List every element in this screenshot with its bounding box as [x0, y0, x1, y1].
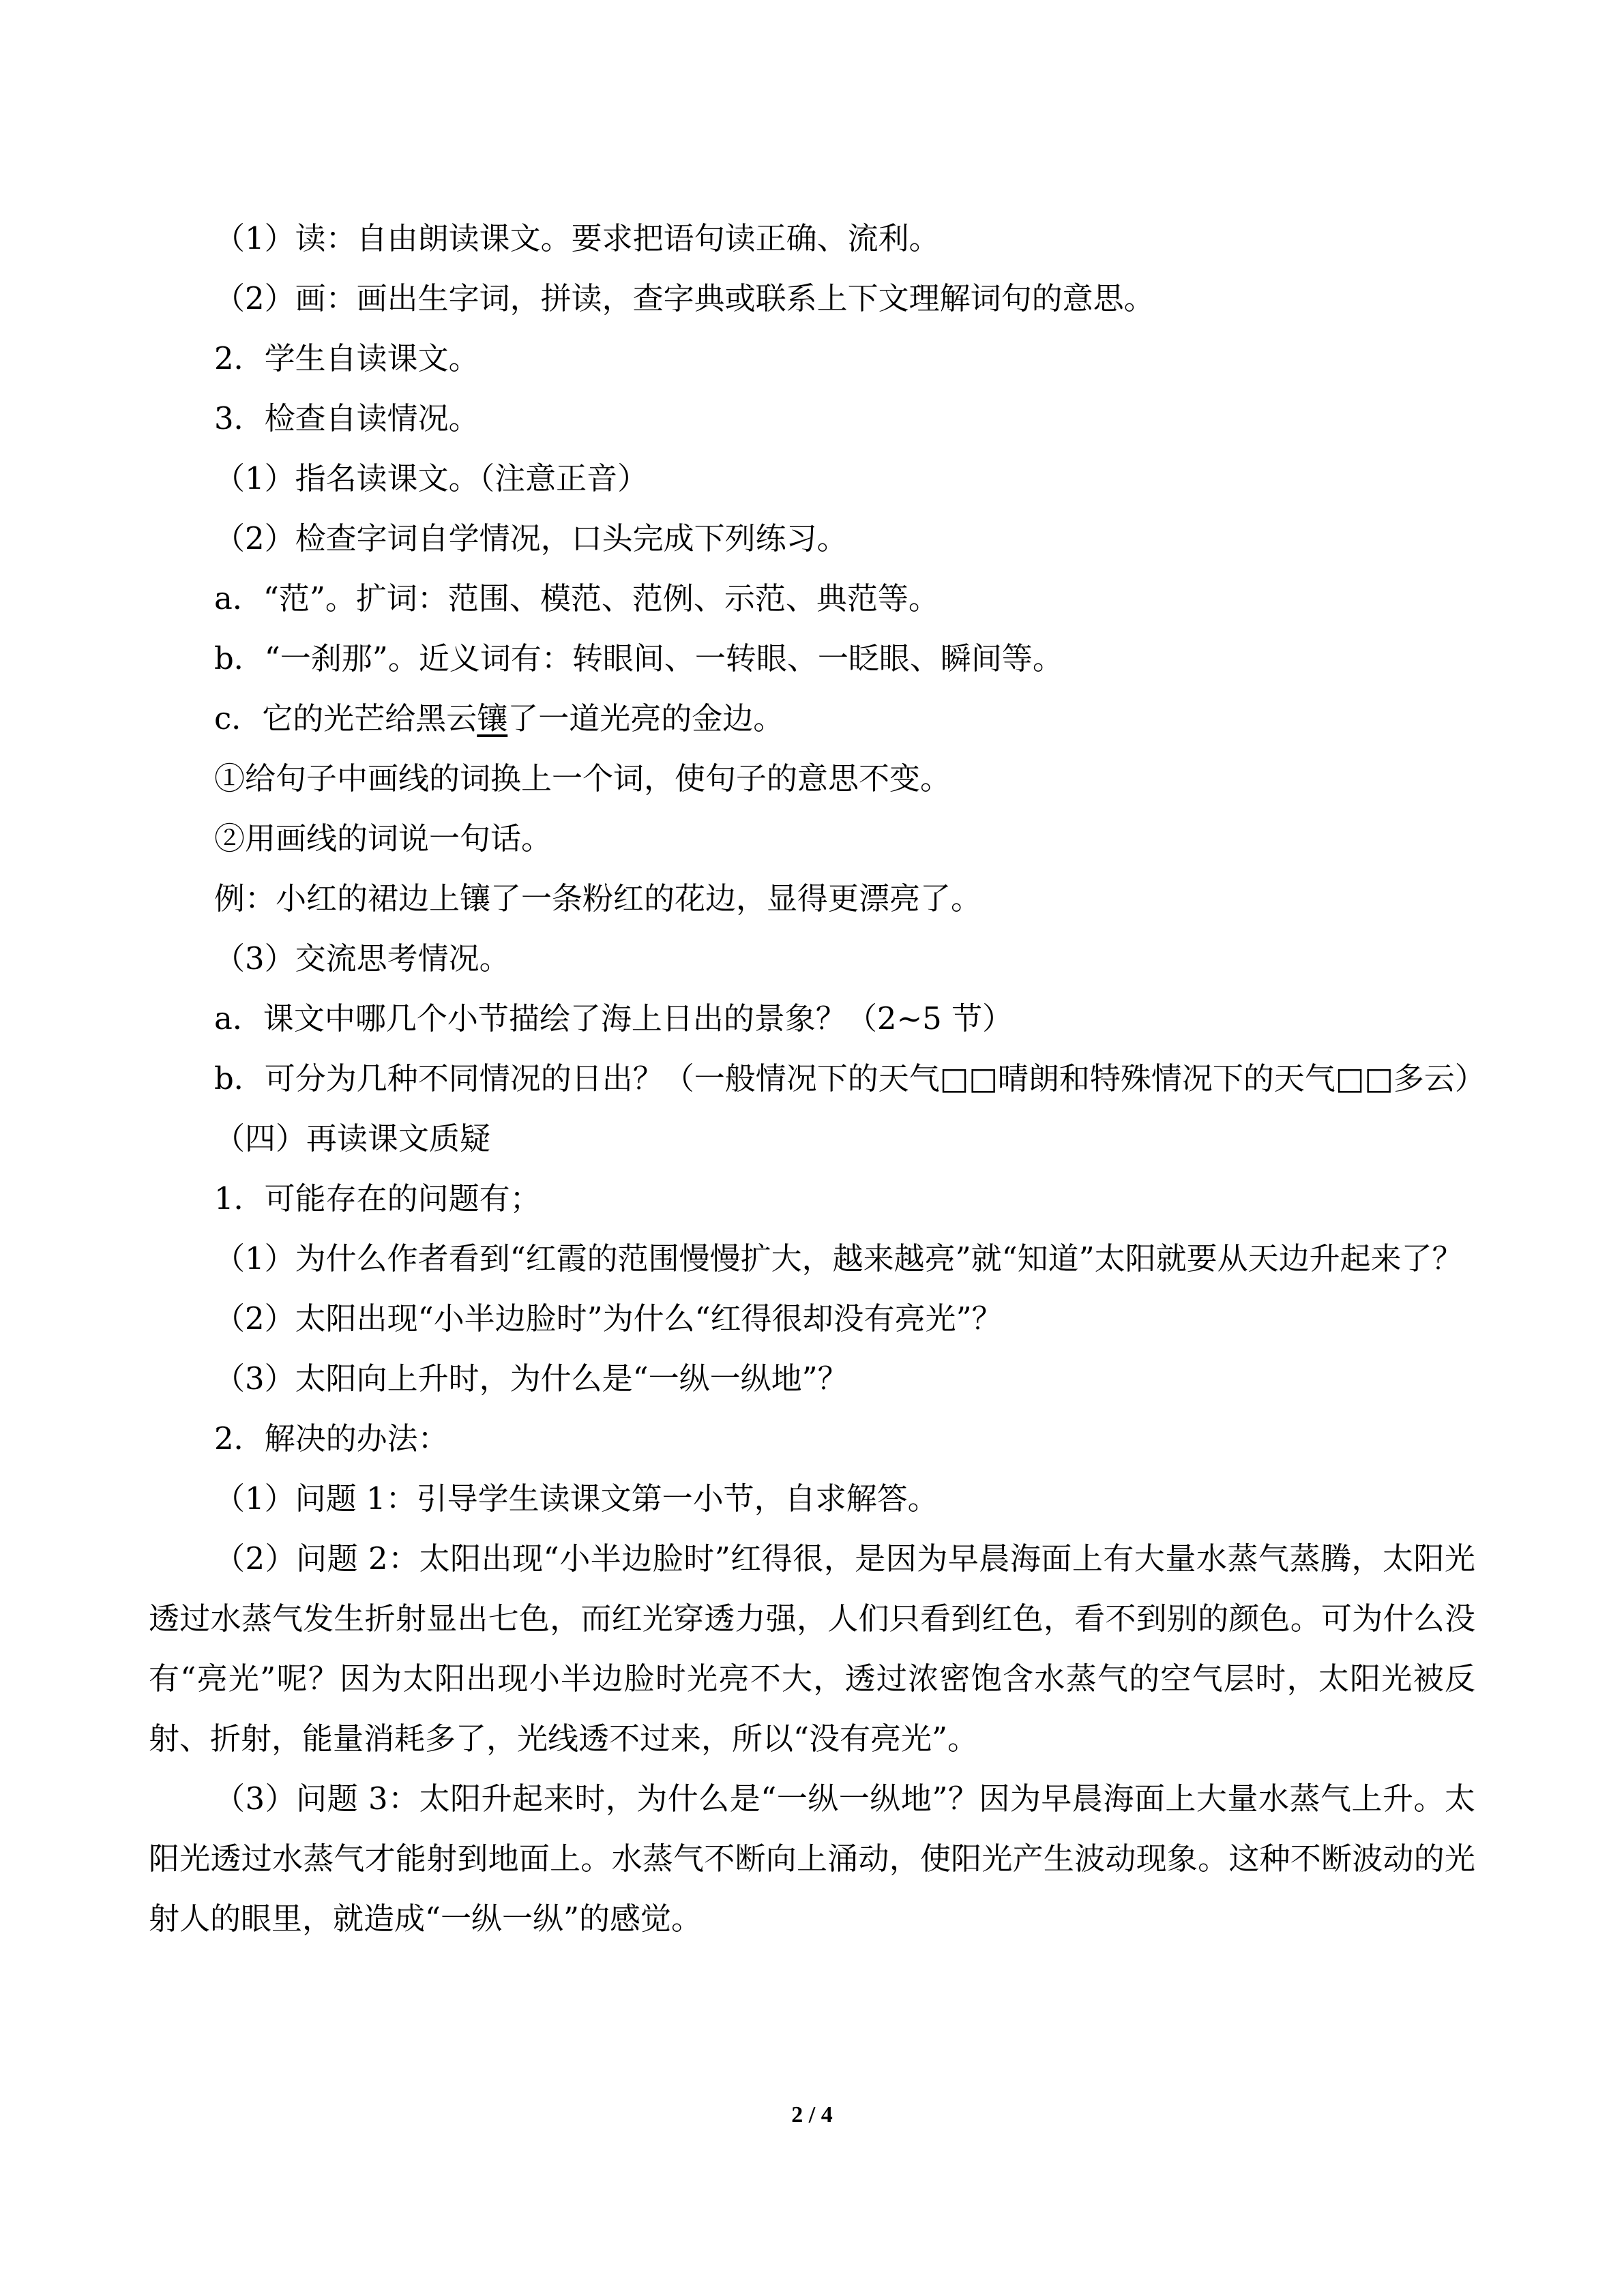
exercise-c — [149, 689, 1475, 749]
step-mark: （2）画：画出生字词，拼读，查字典或联系上下文理解词句的意思。 — [214, 280, 1155, 316]
exercise-c-before: c．它的光芒给黑云 — [214, 700, 477, 736]
check-named-reading: （1）指名读课文。（注意正音） — [214, 460, 649, 496]
lesson-body — [149, 209, 1486, 1949]
step-read: （1）读：自由朗读课文。要求把语句读正确、流利。 — [214, 220, 940, 256]
discussion-heading: （3）交流思考情况。 — [214, 940, 510, 976]
exercise-a: a．“范”。扩词：范围、模范、范例、示范、典范等。 — [214, 580, 939, 616]
underlined-word: 镶 — [477, 700, 508, 736]
section-reread-heading: （四）再读课文质疑 — [214, 1120, 491, 1157]
exercise-c-task-2: ②用画线的词说一句话。 — [214, 820, 552, 856]
question-1: （1）为什么作者看到“红霞的范围慢慢扩大，越来越亮”就“知道”太阳就要从天边升起来了？ — [214, 1240, 1463, 1277]
step-self-reading: 2．学生自读课文。 — [214, 340, 479, 376]
exercise-c-task-1: ①给句子中画线的词换上一个词，使句子的意思不变。 — [214, 760, 951, 796]
solution-1: （1）问题 1：引导学生读课文第一小节，自求解答。 — [214, 1480, 939, 1517]
solution-3: （3）问题 3：太阳升起来时，为什么是“一纵一纵地”？因为早晨海面上大量水蒸气上升。太阳光透过水蒸气才能射到地面上。水蒸气不断向上涌动，使阳光产生波动现象。这种不断波动的光射人的眼里，就造成“一纵一纵”的感觉。 — [149, 1780, 1475, 1937]
question-3: （3）太阳向上升时，为什么是“一纵一纵地”？ — [214, 1360, 848, 1397]
discussion-a: a．课文中哪几个小节描绘了海上日出的景象？（2~5 节） — [214, 1000, 1014, 1037]
step-check-reading: 3．检查自读情况。 — [214, 400, 479, 436]
exercise-b: b．“一刹那”。近义词有：转眼间、一转眼、一眨眼、瞬间等。 — [214, 640, 1063, 676]
check-vocabulary: （2）检查字词自学情况，口头完成下列练习。 — [214, 520, 848, 556]
example-sentence: 例：小红的裙边上镶了一条粉红的花边，显得更漂亮了。 — [214, 880, 982, 916]
discussion-b: b．可分为几种不同情况的日出？（一般情况下的天气□□晴朗和特殊情况下的天气□□多云） — [214, 1060, 1486, 1097]
question-2: （2）太阳出现“小半边脸时”为什么“红得很却没有亮光”？ — [214, 1300, 1003, 1337]
page-number: 2 / 4 — [791, 2102, 833, 2128]
exercise-c-after: 了一道光亮的金边。 — [507, 700, 784, 736]
possible-questions-heading: 1．可能存在的问题有； — [214, 1180, 541, 1217]
solutions-heading: 2．解决的办法： — [214, 1420, 449, 1457]
solution-2: （2）问题 2：太阳出现“小半边脸时”红得很，是因为早晨海面上有大量水蒸气蒸腾，太阳光透过水蒸气发生折射显出七色，而红光穿透力强，人们只看到红色，看不到别的颜色。可为什么没有“亮光”呢？因为太阳出现小半边脸时光亮不大，透过浓密饱含水蒸气的空气层时，太阳光被反射、折射，能量消耗多了，光线透不过来，所以“没有亮光”。 — [149, 1540, 1475, 1757]
